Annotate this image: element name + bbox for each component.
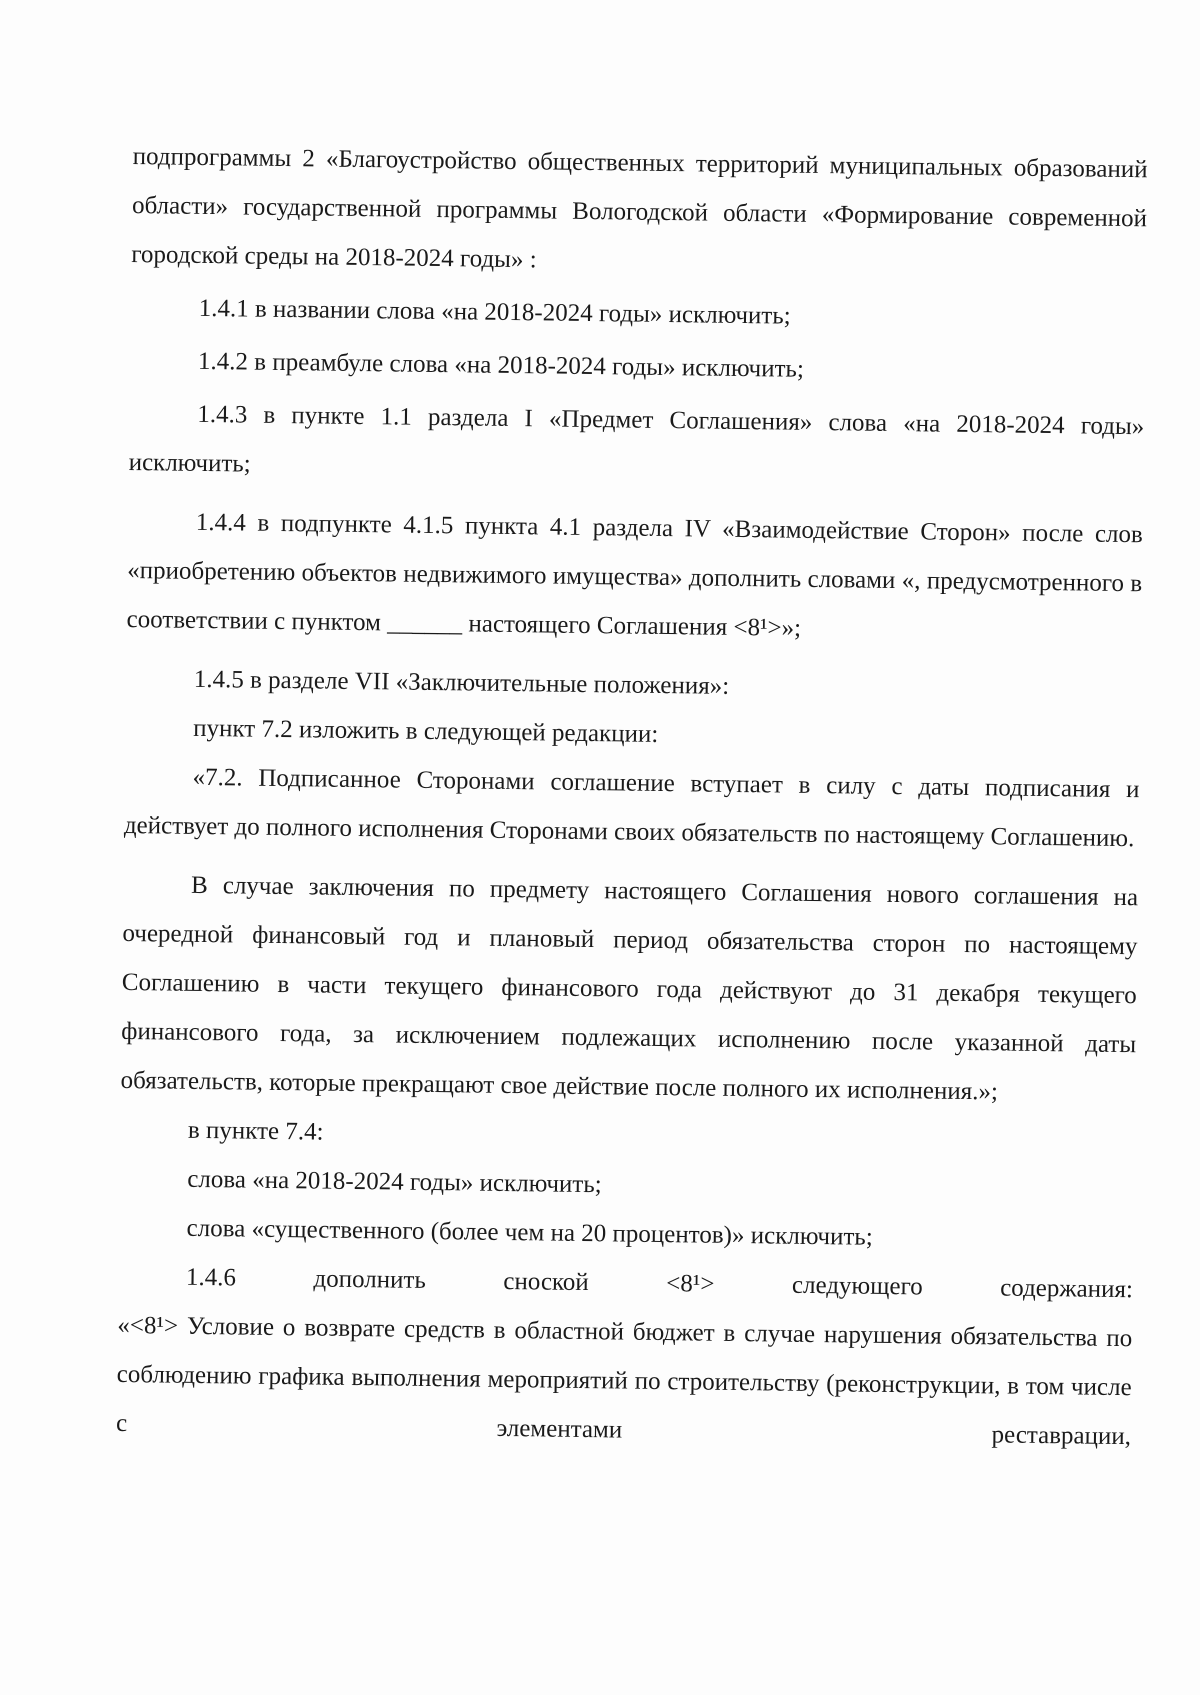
paragraph-1-4-2: 1.4.2 в преамбуле слова «на 2018-2024 годы» исключить; xyxy=(197,347,805,383)
paragraph-1-4-6: 1.4.6 дополнить сноской <8¹> следующего содержания: xyxy=(185,1263,1134,1304)
paragraph-1-4-1: 1.4.1 в названии слова «на 2018-2024 годы» исключить; xyxy=(198,294,791,330)
paragraph-7-2-quote: «7.2. Подписанное Сторонами соглашение вступает в силу с даты подписания и действует до полного исполнения Сторонами своих обязательств по настоящему Соглашению. xyxy=(123,763,1140,853)
paragraph-1-4-5: 1.4.5 в разделе VII «Заключительные положения»: xyxy=(193,665,730,700)
paragraph-7-4-a: слова «на 2018-2024 годы» исключить; xyxy=(187,1165,602,1199)
paragraph-1-4-3: 1.4.3 в пункте 1.1 раздела I «Предмет Соглашения» слова «на 2018-2024 годы» исключить; xyxy=(128,400,1145,478)
paragraph-program-title: подпрограммы 2 «Благоустройство общественных территорий муниципальных образований области» государственной программы Вологодской области «Формирование современной городской среды на 2018-2024 годы» : xyxy=(131,142,1148,274)
paragraph-7-2-case: В случае заключения по предмету настоящего Соглашения нового соглашения на очередной финансовый год и плановый период обязательства сторон по настоящему Соглашению в части текущего финансового года действуют до 31 декабря текущего финансового года, за исключением подлежащих исполнению после указанной даты обязательств, которые прекращают свое действие после полного их исполнения.»; xyxy=(120,871,1139,1106)
paragraph-footnote-8-1: «<8¹> Условие о возврате средств в областной бюджет в случае нарушения обязательства по соблюдению графика выполнения мероприятий по строительству (реконструкции, в том числе с элементами реставрации, xyxy=(115,1311,1133,1451)
paragraph-1-4-4: 1.4.4 в подпункте 4.1.5 пункта 4.1 раздела IV «Взаимодействие Сторон» после слов «приобретению объектов недвижимого имущества» дополнить словами «, предусмотренного в соответствии с пунктом ______ настоящего Соглашения <8¹>»; xyxy=(126,508,1143,642)
document-body xyxy=(116,132,1148,1461)
paragraph-7-2-intro: пункт 7.2 изложить в следующей редакции: xyxy=(193,714,659,748)
paragraph-7-4-b: слова «существенного (более чем на 20 процентов)» исключить; xyxy=(186,1214,873,1251)
paragraph-7-4-intro: в пункте 7.4: xyxy=(187,1116,324,1146)
